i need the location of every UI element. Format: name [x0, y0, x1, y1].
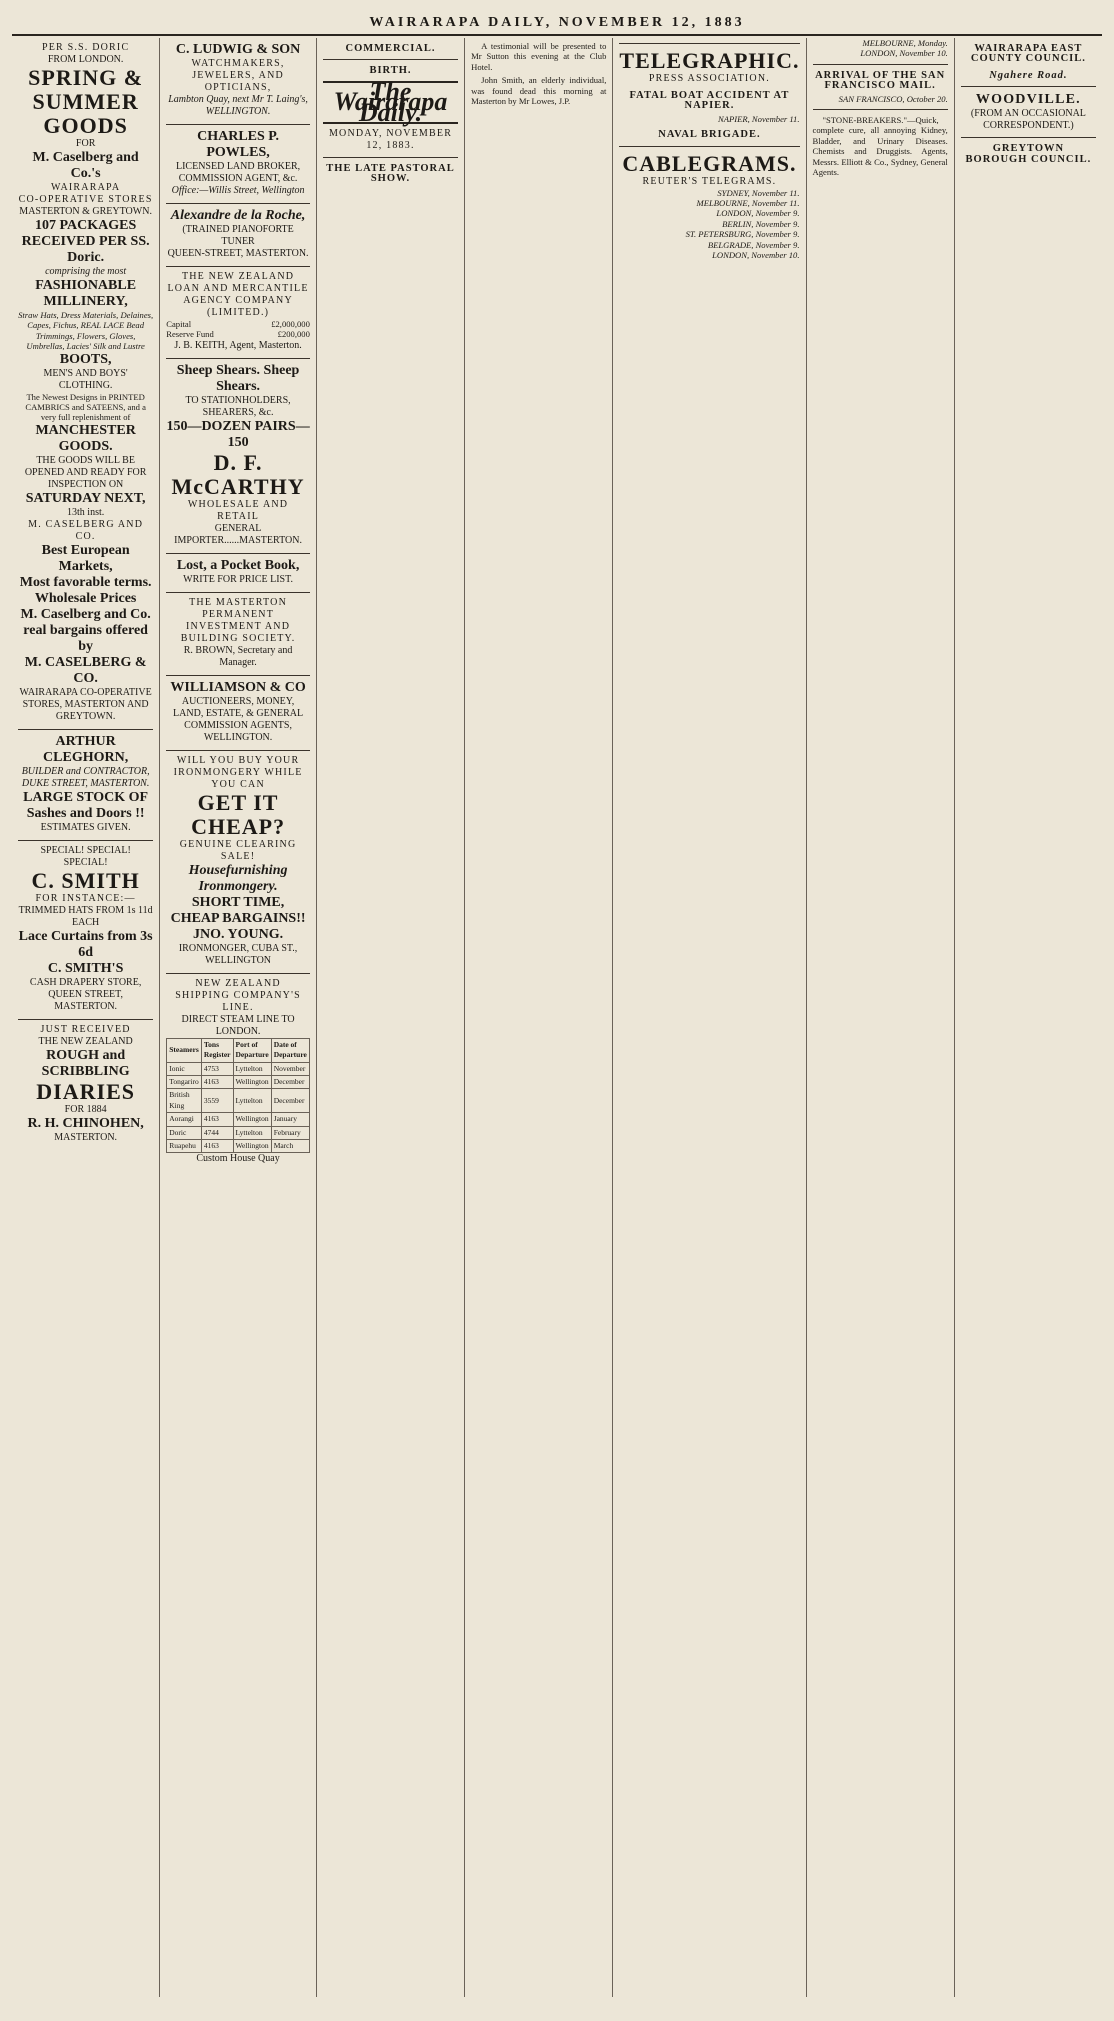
ad-just: JUST RECEIVED: [40, 1023, 131, 1035]
cleghorn-advert: [18, 730, 153, 841]
ad-firm: R. H. CHINOHEN,: [27, 1115, 144, 1131]
ad-trade: (TRAINED PIANOFORTE TUNER: [182, 224, 294, 247]
ad-to: TO STATIONHOLDERS, SHEARERS, &c.: [185, 394, 291, 418]
ad-lace: Lace Curtains from 3s 6d: [18, 928, 153, 960]
table-cell: Doric: [167, 1126, 202, 1139]
press-association: PRESS ASSOCIATION.: [648, 73, 770, 84]
smith-advert: [18, 841, 153, 1020]
ad-instance: FOR INSTANCE:—: [35, 892, 136, 904]
ad-top: PER S.S. DORIC: [41, 42, 130, 53]
ad-firm-3: M. Caselberg and Co.: [20, 606, 151, 622]
ad-list: Straw Hats, Dress Materials, Delaines, Capes, Fichus, REAL LACE Bead Trimmings, Flowers, Gloves, Umbrellas, Lacies' Silk and Lustre: [18, 310, 154, 352]
ad-addr: QUEEN-STREET, MASTERTON.: [167, 248, 309, 259]
dateline-sydney: SYDNEY, November 11.: [717, 187, 800, 198]
ad-firm: C. SMITH'S: [47, 960, 124, 976]
dateline-london-2: LONDON, November 10.: [712, 250, 800, 261]
columns: [12, 38, 1102, 1997]
ad-firm: D. F. McCARTHY: [171, 449, 305, 499]
divider: [961, 86, 1096, 87]
ad-count: 107 PACKAGES RECEIVED PER SS. Doric.: [21, 218, 150, 265]
dateline-napier: NAPIER, November 11.: [718, 113, 800, 124]
cablegrams-heading: CABLEGRAMS.: [622, 150, 797, 176]
table-cell: January: [271, 1113, 309, 1126]
ad-clothing: MEN'S AND BOYS' CLOTHING.: [43, 367, 128, 391]
williamson-advert: [166, 676, 310, 751]
road-subheading: Ngahere Road.: [989, 69, 1068, 81]
divider: [619, 43, 799, 44]
ad-stores-2: WAIRARAPA CO-OPERATIVE STORES, MASTERTON AND GREYTOWN.: [19, 686, 152, 722]
ludwig-advert: [166, 38, 310, 125]
ad-rough: ROUGH and SCRIBBLING: [41, 1047, 130, 1079]
ad-title: NEW ZEALAND SHIPPING COMPANY'S LINE.: [175, 977, 301, 1013]
council-heading: WAIRARAPA EAST COUNTY COUNCIL.: [970, 43, 1086, 65]
paragraph: John Smith, an elderly individual, was found dead this morning at Masterton by Mr Lowes, J.P.: [471, 75, 607, 107]
ad-boots: BOOTS,: [59, 351, 112, 367]
divider: [813, 109, 948, 110]
column-4: [465, 38, 613, 1997]
ad-estimates: ESTIMATES GIVEN.: [40, 821, 131, 833]
ad-comprising: comprising the most: [45, 266, 127, 277]
ad-house: Housefurnishing Ironmongery.: [188, 862, 288, 894]
column-3: [317, 38, 465, 1997]
divider: [619, 146, 799, 147]
shipping-schedule: [166, 1038, 310, 1154]
lost-pocket-book-advert: [166, 554, 310, 593]
woodville-heading: WOODVILLE.: [975, 92, 1081, 108]
dateline-belgrade: BELGRADE, November 9.: [707, 239, 800, 250]
ad-get: GET IT CHEAP?: [191, 789, 286, 839]
dateline-st-petersburg: ST. PETERSBURG, November 9.: [685, 229, 800, 240]
ad-title: THE MASTERTON PERMANENT INVESTMENT AND BUILDING SOCIETY.: [180, 596, 296, 644]
table-cell: March: [271, 1140, 309, 1153]
capital-row: [166, 319, 310, 329]
page-masthead: WAIRARAPA DAILY, NOVEMBER 12, 1883: [12, 12, 1102, 36]
stonebreakers-notice: "STONE-BREAKERS."—Quick, complete cure, all annoying Kidney, Bladder, and Urinary Diseases. Chemists and Druggists. Agents, Messrs. Elliott & Co., Sydney, General Agents.: [812, 115, 948, 178]
table-cell: Lyttelton: [233, 1062, 271, 1075]
ad-millinery: FASHIONABLE MILLINERY,: [35, 278, 137, 309]
ad-profits: Wholesale Prices: [34, 590, 137, 606]
ad-prints: The Newest Designs in PRINTED CAMBRICS and SATEENS, and a very full replenishment of: [25, 391, 146, 423]
ad-question: WILL YOU BUY YOUR IRONMONGERY WHILE YOU CAN: [173, 754, 303, 790]
ad-nz: THE NEW ZEALAND: [38, 1035, 133, 1047]
ad-title: WILLIAMSON & CO: [170, 679, 306, 695]
ad-store: CASH DRAPERY STORE,: [29, 976, 142, 988]
table-cell: Lyttelton: [233, 1126, 271, 1139]
ad-agents: Custom House Quay: [196, 1153, 280, 1165]
telegraphic-heading: TELEGRAPHIC.: [619, 48, 800, 73]
ad-name: CHARLES P. POWLES,: [197, 129, 280, 160]
ad-tweeds: TRIMMED HATS FROM 1s 11d EACH: [18, 904, 153, 928]
ad-title: Sheep Shears. Sheep Shears.: [176, 362, 300, 394]
schedule-header-row: [167, 1038, 310, 1062]
dateline-london: LONDON, November 9.: [716, 208, 800, 219]
ad-street: QUEEN STREET, MASTERTON.: [48, 988, 124, 1012]
table-cell: Lyttelton: [233, 1089, 271, 1113]
column-5: [613, 38, 806, 1997]
ad-trade: AUCTIONEERS, MONEY, LAND, ESTATE, & GENERAL COMMISSION AGENTS,: [173, 695, 304, 731]
correspondent-note: (FROM AN OCCASIONAL CORRESPONDENT.): [970, 108, 1086, 132]
loan-agency-advert: [166, 267, 310, 359]
commercial-heading: COMMERCIAL.: [345, 43, 436, 54]
table-row: [167, 1062, 310, 1075]
ad-for: FOR: [75, 138, 96, 149]
ad-reward: WRITE FOR PRICE LIST.: [183, 573, 293, 585]
table-cell: 4163: [201, 1113, 233, 1126]
mccarthy-advert: [166, 359, 310, 554]
ad-addr: Lambton Quay, next Mr T. Laing's, WELLINGTON.: [168, 94, 308, 117]
ad-name: C. LUDWIG & SON: [175, 42, 301, 57]
table-cell: British King: [167, 1089, 202, 1113]
ad-sub: FROM LONDON.: [47, 54, 124, 65]
capital-label: Capital: [166, 319, 192, 329]
schedule-header-cell: Steamers: [167, 1038, 202, 1062]
ad-town: WAIRARAPA: [50, 182, 121, 193]
ad-dozen: 150—DOZEN PAIRS—150: [166, 418, 310, 450]
paragraph: A testimonial will be presented to Mr Sutton this evening at the Club Hotel.: [471, 41, 607, 72]
young-ironmongery-advert: [166, 751, 310, 974]
dateline-london: LONDON, November 10.: [860, 48, 948, 59]
table-row: [167, 1076, 310, 1089]
ad-sale: GENUINE CLEARING SALE!: [179, 838, 297, 862]
table-cell: 4753: [201, 1062, 233, 1075]
ad-fabrics: Most favorable terms.: [19, 574, 152, 590]
table-cell: Wellington: [233, 1113, 271, 1126]
shipping-advert: [166, 974, 310, 1172]
greytown-heading: GREYTOWN BOROUGH COUNCIL.: [965, 143, 1092, 165]
dateline-melbourne: MELBOURNE, November 11.: [696, 198, 800, 209]
ad-title: SPRING & SUMMER GOODS: [28, 65, 144, 138]
ad-short: SHORT TIME,: [191, 894, 285, 910]
table-cell: December: [271, 1089, 309, 1113]
birth-heading: BIRTH.: [369, 65, 412, 77]
ad-date: 13th inst.: [67, 506, 105, 518]
table-cell: Ionic: [167, 1062, 202, 1075]
show-heading: THE LATE PASTORAL SHOW.: [326, 163, 455, 185]
table-cell: 4163: [201, 1140, 233, 1153]
ad-firm: M. Caselberg and Co.'s: [32, 150, 139, 181]
ad-name: ARTHUR CLEGHORN,: [43, 733, 129, 765]
table-cell: Ruapehu: [167, 1140, 202, 1153]
naval-heading: NAVAL BRIGADE.: [658, 129, 761, 141]
table-cell: Tongariro: [167, 1076, 202, 1089]
diaries-advert: [18, 1020, 153, 1150]
ad-firm-2: IRONMONGER, CUBA ST., WELLINGTON: [178, 942, 298, 966]
table-row: [167, 1140, 310, 1153]
newspaper-page: [12, 12, 1102, 1997]
table-cell: 3559: [201, 1089, 233, 1113]
ad-name: C. SMITH: [31, 867, 140, 893]
ad-stock: LARGE STOCK OF: [23, 789, 149, 805]
table-cell: Wellington: [233, 1140, 271, 1153]
ad-firm: JNO. YOUNG.: [193, 926, 284, 942]
dateline-melbourne: MELBOURNE, Monday.: [862, 38, 948, 48]
san-francisco-heading: ARRIVAL OF THE SAN FRANCISCO MAIL.: [815, 69, 946, 92]
dateline-san-francisco: SAN FRANCISCO, October 20.: [838, 93, 948, 104]
ad-addr: WELLINGTON.: [203, 731, 273, 743]
powles-advert: [166, 125, 310, 204]
schedule-body: [167, 1062, 310, 1153]
ad-manchester: MANCHESTER GOODS.: [35, 422, 136, 454]
ad-trade: WATCHMAKERS, JEWELERS, AND OPTICIANS,: [191, 58, 285, 93]
caselberg-advert: [18, 38, 153, 730]
ad-saturday: SATURDAY NEXT,: [25, 490, 146, 506]
boat-heading: FATAL BOAT ACCIDENT AT NAPIER.: [629, 90, 790, 112]
table-cell: Wellington: [233, 1076, 271, 1089]
table-row: [167, 1089, 310, 1113]
divider: [323, 59, 458, 60]
ad-sec: R. BROWN, Secretary and Manager.: [183, 644, 293, 668]
column-7: [955, 38, 1102, 1997]
ad-stores: CO-OPERATIVE STORES: [18, 194, 153, 205]
table-cell: November: [271, 1062, 309, 1075]
ad-cheap: CHEAP BARGAINS!!: [170, 910, 306, 926]
divider: [813, 64, 948, 65]
column-1: [12, 38, 160, 1997]
dateline-berlin: BERLIN, November 9.: [722, 218, 800, 229]
ad-title: Lost, a Pocket Book,: [176, 557, 300, 573]
ad-name: Alexandre de la Roche,: [170, 208, 306, 223]
column-2: [160, 38, 317, 1997]
ad-trade: LICENSED LAND BROKER, COMMISSION AGENT, &c.: [175, 161, 301, 184]
ad-sashes: Sashes and Doors !!: [26, 805, 145, 821]
ad-firm-4: M. CASELBERG & CO.: [24, 654, 147, 686]
table-cell: February: [271, 1126, 309, 1139]
divider: [961, 137, 1096, 138]
table-cell: 4163: [201, 1076, 233, 1089]
schedule-header-cell: Date of Departure: [271, 1038, 309, 1062]
ad-inspect: THE GOODS WILL BE OPENED AND READY FOR INSPECTION ON: [24, 454, 147, 490]
schedule-header-cell: Port of Departure: [233, 1038, 271, 1062]
ad-year: FOR 1884: [64, 1103, 107, 1115]
reserve-row: [166, 329, 310, 339]
capital-value: £2,000,000: [271, 319, 310, 329]
ad-special: SPECIAL! SPECIAL! SPECIAL!: [40, 844, 131, 868]
ad-trade: BUILDER and CONTRACTOR, DUKE STREET, MASTERTON.: [21, 765, 150, 789]
ad-agent: J. B. KEITH, Agent, Masterton.: [174, 339, 302, 351]
table-cell: Aorangi: [167, 1113, 202, 1126]
ad-name: THE NEW ZEALAND LOAN AND MERCANTILE AGENCY COMPANY (LIMITED.): [167, 271, 309, 318]
ad-gen: GENERAL IMPORTER......MASTERTON.: [174, 522, 302, 546]
ad-office: Office:—Willis Street, Wellington: [171, 185, 305, 196]
ad-firm-2: M. CASELBERG AND CO.: [28, 518, 144, 542]
reserve-label: Reserve Fund: [166, 329, 214, 340]
ad-town: MASTERTON.: [54, 1131, 118, 1143]
ad-markets: Best European Markets,: [41, 542, 130, 574]
reserve-value: £200,000: [277, 329, 310, 340]
column-6: [807, 38, 955, 1997]
ad-diaries: DIARIES: [36, 1078, 135, 1104]
newspaper-flag: The Wairarapa Daily.: [323, 81, 458, 124]
table-row: [167, 1113, 310, 1126]
ad-trade: WHOLESALE AND RETAIL: [187, 498, 289, 522]
ad-direct: DIRECT STEAM LINE TO LONDON.: [181, 1013, 295, 1037]
table-row: [167, 1126, 310, 1139]
table-cell: 4744: [201, 1126, 233, 1139]
roche-advert: [166, 204, 310, 267]
building-society-advert: [166, 593, 310, 676]
dateline: MONDAY, NOVEMBER 12, 1883.: [328, 128, 453, 152]
ad-bargains: real bargains offered by: [23, 622, 148, 654]
schedule-header-cell: Tons Register: [201, 1038, 233, 1062]
reuters-subheading: REUTER'S TELEGRAMS.: [642, 175, 777, 187]
ad-places: MASTERTON & GREYTOWN.: [19, 206, 152, 217]
divider: [323, 157, 458, 158]
table-cell: December: [271, 1076, 309, 1089]
